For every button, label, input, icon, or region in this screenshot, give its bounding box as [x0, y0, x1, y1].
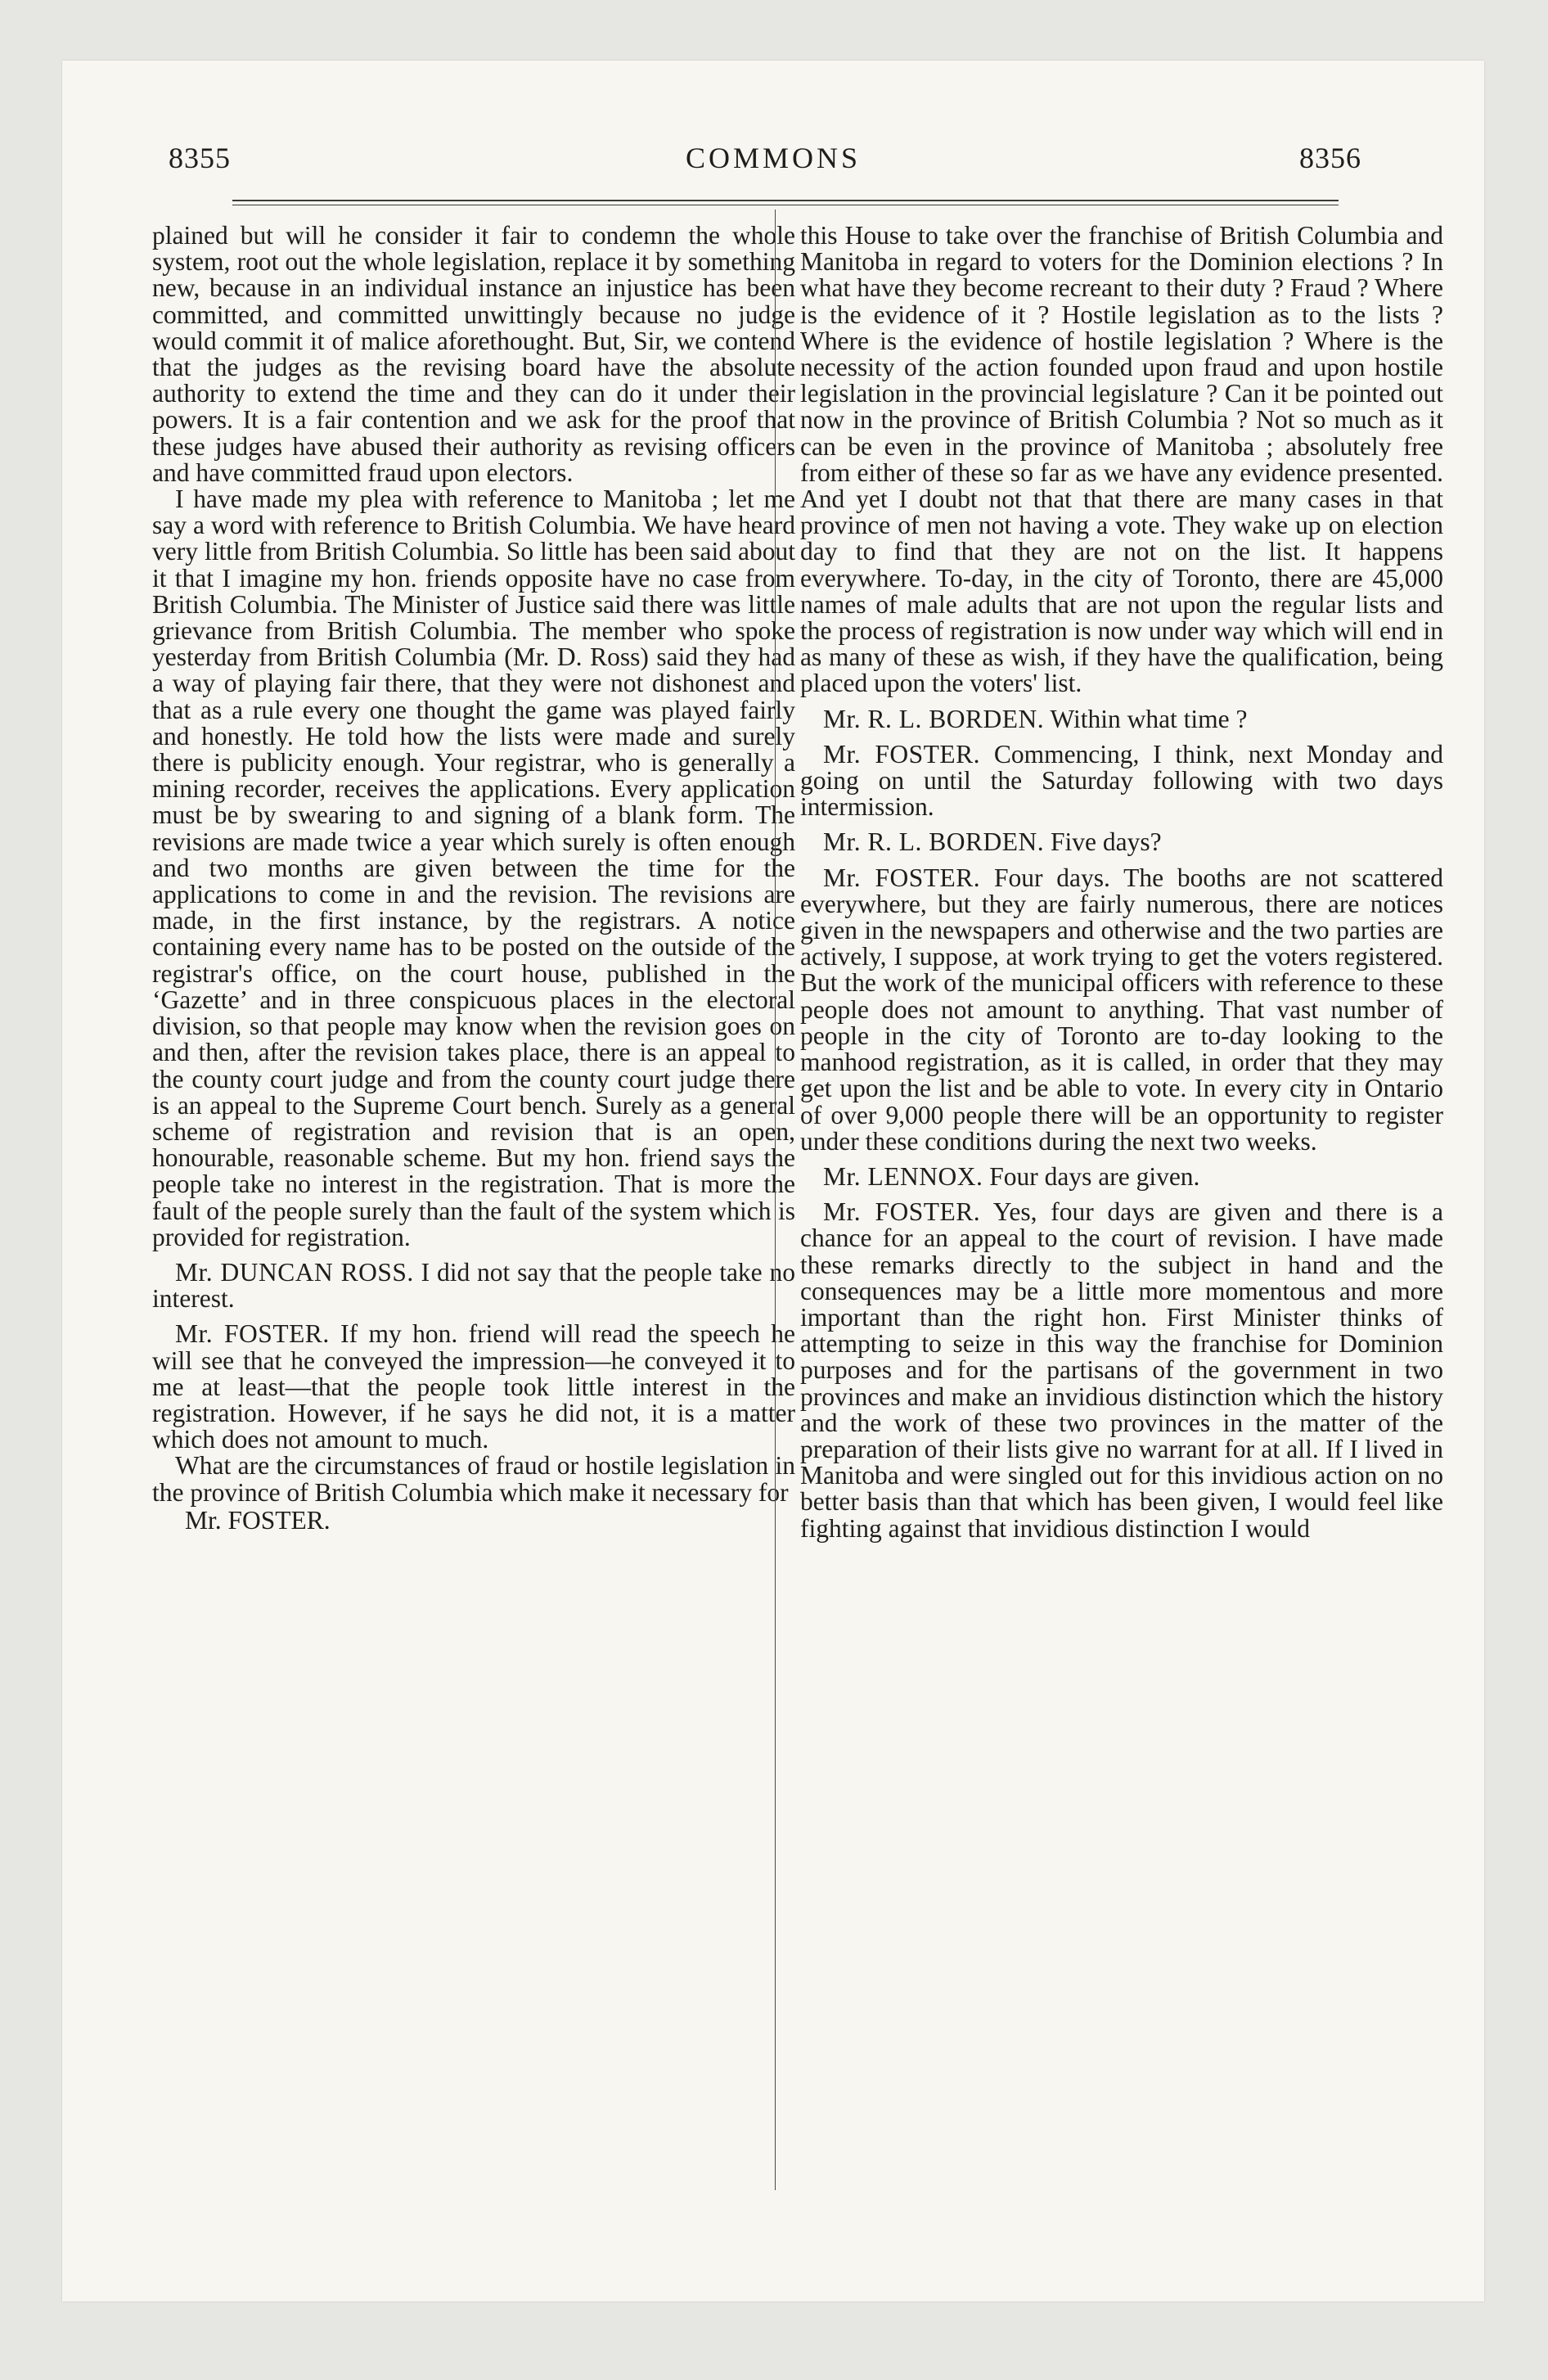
paragraph [800, 741, 1443, 821]
column-divider [775, 210, 776, 2190]
paragraph [800, 706, 1443, 732]
speaker-name: Mr. FOSTER. [823, 739, 981, 769]
paragraph [800, 1161, 1443, 1191]
left-column [152, 223, 795, 1534]
paragraph-text: this House to take over the franchise of British Columbia and Manitoba in regard to voters for the Dominion elections ? In what have they become recreant to their duty ? Fraud ? Where is the evidence of it ? Hostile legislation as to the lists ? Where is the evidence of hostile legislation ? Where is the necessity of the action founded upon fraud and upon hostile legislation in the provincial legislature ? Can it be pointed out now in the province of British Columbia ? Not so much as it can be even in the province of Manitoba ; absolutely free from either of these so far as we have any evidence presented. And yet I doubt not that that there are many cases in that province of men not having a vote. They wake up on election day to find that they are not on the list. It happens everywhere. To-day, in the city of Toronto, there are 45,000 names of male adults that are not upon the regular lists and the process of registration is now under way which will end in as many of these as wish, if they have the qualification, being placed upon the voters' list. [800, 221, 1443, 698]
speaker-name: Mr. FOSTER. [823, 863, 981, 892]
paragraph-text: I did not say that the people take no interest. [152, 1257, 795, 1314]
paragraph [152, 223, 795, 486]
paragraph-text: Five days? [1051, 827, 1162, 857]
paragraph [800, 1199, 1443, 1542]
paragraph [152, 1257, 795, 1314]
paragraph [152, 1453, 795, 1505]
paragraph-text: I have made my plea with reference to Manitoba ; let me say a word with reference to British Columbia. We have heard very little from British Columbia. So little has been said about it that I imagine my hon. friends opposite have no case from British Columbia. The Minister of Justice said there was little grievance from British Columbia. The member who spoke yesterday from British Columbia (Mr. D. Ross) said they had a way of playing fair there, that they were not dishonest and that as a rule every one thought the game was played fairly and honestly. He told how the lists were made and surely there is publicity enough. Your registrar, who is generally a mining recorder, receives the applications. Every application must be by swearing to and signing of a blank form. The revisions are made twice a year which surely is often enough and two months are given between the time for the applications to come in and the revision. The revisions are made, in the first instance, by the registrars. A notice containing every name has to be posted on the outside of the registrar's office, on the court house, published in the ‘Gazette’ and in three conspicuous places in the electoral division, so that people may know when the revision goes on and then, after the revision takes place, there is an appeal to the county court judge and from the county court judge there is an appeal to the Supreme Court bench. Surely as a general scheme of registration and revision that is an open, honourable, reasonable scheme. But my hon. friend says the people take no interest in the registration. That is more the fault of the people surely than the fault of the system which is provided for registration. [152, 485, 795, 1251]
page-header [62, 141, 1484, 190]
speaker-name: Mr. R. L. BORDEN. [823, 827, 1045, 857]
paragraph-text: What are the circumstances of fraud or hostile legislation in the province of British Columbia which make it necessary for [152, 1451, 795, 1507]
paragraph-text: Four days. The booths are not scattered everywhere, but they are fairly numerous, there are notices given in the newspapers and otherwise and the two parties are actively, I suppose, at work trying to get the voters registered. But the work of the municipal officers with reference to these people does not amount to anything. That vast number of people in the city of Toronto are to-day looking to the manhood registration, as it is called, in order that they may get upon the list and be able to vote. In every city in Ontario of over 9,000 people there will be an opportunity to register under these conditions during the next two weeks. [800, 863, 1444, 1156]
speaker-name: Mr. FOSTER. [823, 1197, 981, 1227]
header-rule [232, 200, 1339, 201]
paragraph [800, 865, 1443, 1155]
paragraph-text: Yes, four days are given and there is a chance for an appeal to the court of revision. I have made these remarks directly to the subject in hand and the consequences may be a little more momentous and more important than the right hon. First Minister thinks of attempting to seize in this way the franchise for Dominion purposes and for the partisans of the government in two provinces and make an invidious distinction which the history and the work of these two provinces in the matter of the preparation of their lists give no warrant for at all. If I lived in Manitoba and were singled out for this invidious action on no better basis than that which has been given, I would feel like fighting against that invidious distinction I would [800, 1197, 1443, 1543]
paragraph-text: If my hon. friend will read the speech he will see that he conveyed the impression—he conveyed it to me at least—that the people took little interest in the registration. However, if he says he did not, it is a matter which does not amount to much. [152, 1319, 795, 1454]
speaker-name: Mr. R. L. BORDEN. [823, 704, 1045, 733]
right-column [800, 223, 1443, 1542]
signature: Mr. FOSTER. [185, 1505, 331, 1535]
paragraph [800, 223, 1443, 697]
speaker-name: Mr. DUNCAN ROSS. [175, 1257, 414, 1287]
right-page-number: 8356 [1299, 142, 1361, 174]
paragraph-text: Commencing, I think, next Monday and going on until the Saturday following with two days intermission. [800, 739, 1443, 822]
paragraph [152, 1321, 795, 1453]
left-page-number: 8355 [169, 142, 231, 174]
paragraph-text: plained but will he consider it fair to condemn the whole system, root out the whole legislation, replace it by something new, because in an individual instance an injustice has been committed, and committed unwittingly because no judge would commit it of malice aforethought. But, Sir, we contend that the judges as the revising board have the absolute authority to extend the time and they can do it under their powers. It is a fair contention and we ask for the proof that these judges have abused their authority as revising officers and have committed fraud upon electors. [152, 221, 795, 487]
scanned-page [62, 61, 1484, 2301]
paragraph-text: Four days are given. [989, 1161, 1200, 1191]
paragraph [800, 829, 1443, 855]
paragraph-text: Within what time ? [1050, 704, 1248, 733]
paragraph [152, 486, 795, 1251]
page-title: COMMONS [685, 142, 862, 174]
speaker-name: Mr. LENNOX. [823, 1161, 983, 1191]
speaker-name: Mr. FOSTER. [175, 1319, 330, 1349]
